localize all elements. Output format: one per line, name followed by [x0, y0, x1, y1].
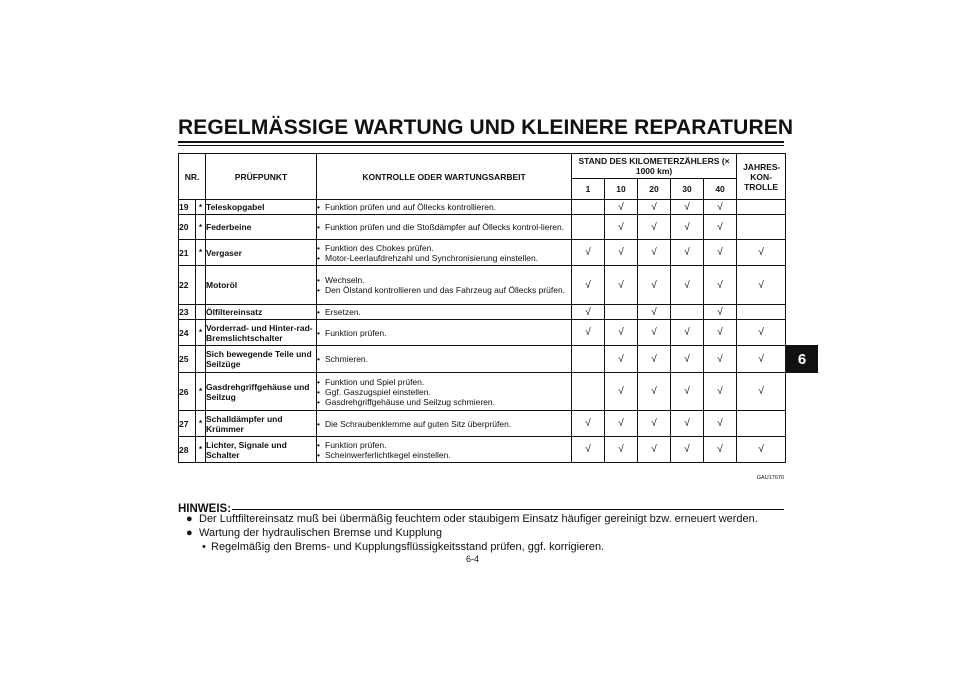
check-mark-km-1: √: [572, 411, 605, 437]
check-mark-annual: √: [737, 266, 786, 305]
check-mark-km-10: √: [605, 346, 638, 373]
check-item: Federbeine: [206, 215, 317, 240]
work-step: • Funktion prüfen.: [317, 440, 571, 450]
work-step: • Funktion prüfen und die Stoßdämpfer auf Öllecks kontrol-lieren.: [317, 222, 571, 232]
check-mark-km-20: √: [638, 200, 671, 215]
check-mark-km-20: √: [638, 411, 671, 437]
check-mark-km-30: √: [671, 200, 704, 215]
check-mark-km-40: √: [704, 305, 737, 320]
row-number: 27: [179, 411, 196, 437]
header-item: PRÜFPUNKT: [206, 154, 317, 200]
work-step: • Scheinwerferlichtkegel einstellen.: [317, 450, 571, 460]
check-mark-km-20: √: [638, 437, 671, 463]
header-annual: JAHRES-KON-TROLLE: [737, 154, 786, 200]
dealer-service-mark: *: [196, 200, 206, 215]
check-mark-annual: [737, 305, 786, 320]
table-row: [179, 200, 786, 215]
check-mark-km-20: √: [638, 320, 671, 346]
row-number: 25: [179, 346, 196, 373]
maintenance-work: [317, 373, 572, 411]
table-row: [179, 346, 786, 373]
header-km-20: 20: [638, 179, 671, 200]
maintenance-work: [317, 346, 572, 373]
header-km-40: 40: [704, 179, 737, 200]
check-mark-km-1: [572, 200, 605, 215]
check-mark-annual: [737, 215, 786, 240]
bullet-icon: ●: [186, 513, 193, 525]
header-nr: NR.: [179, 154, 206, 200]
dealer-service-mark: *: [196, 215, 206, 240]
check-mark-km-10: √: [605, 240, 638, 266]
table-row: [179, 320, 786, 346]
work-step: • Wechseln.: [317, 275, 571, 285]
check-mark-km-20: √: [638, 346, 671, 373]
table-row: [179, 240, 786, 266]
header-km-30: 30: [671, 179, 704, 200]
check-item: Gasdrehgriffgehäuse und Seilzug: [206, 373, 317, 411]
check-mark-km-30: √: [671, 240, 704, 266]
maintenance-work: [317, 200, 572, 215]
check-mark-km-30: √: [671, 411, 704, 437]
check-mark-km-30: √: [671, 346, 704, 373]
row-number: 23: [179, 305, 196, 320]
maintenance-work: [317, 437, 572, 463]
maintenance-work: [317, 240, 572, 266]
header-odometer: STAND DES KILOMETERZÄHLERS (× 1000 km): [572, 154, 737, 179]
work-step: • Den Ölstand kontrollieren und das Fahrzeug auf Öllecks prüfen.: [317, 285, 571, 295]
dealer-service-mark: *: [196, 373, 206, 411]
table-row: [179, 215, 786, 240]
check-mark-km-30: √: [671, 320, 704, 346]
row-number: 28: [179, 437, 196, 463]
check-mark-annual: [737, 200, 786, 215]
page-number: 6-4: [466, 554, 480, 564]
check-item: Motoröl: [206, 266, 317, 305]
check-mark-km-30: √: [671, 373, 704, 411]
dealer-service-mark: *: [196, 320, 206, 346]
dealer-service-mark: [196, 346, 206, 373]
header-km-1: 1: [572, 179, 605, 200]
check-mark-km-30: √: [671, 437, 704, 463]
check-mark-km-20: √: [638, 373, 671, 411]
check-mark-annual: √: [737, 320, 786, 346]
dealer-service-mark: *: [196, 240, 206, 266]
title-rule-thick: [178, 141, 784, 143]
table-row: [179, 437, 786, 463]
work-step: • Funktion prüfen und auf Öllecks kontrollieren.: [317, 202, 571, 212]
check-item: Ölfiltereinsatz: [206, 305, 317, 320]
maintenance-work: [317, 305, 572, 320]
check-item: Vergaser: [206, 240, 317, 266]
work-step: • Funktion des Chokes prüfen.: [317, 243, 571, 253]
work-step: • Funktion prüfen.: [317, 328, 571, 338]
note-item: [186, 513, 758, 525]
maintenance-work: [317, 215, 572, 240]
check-item: Sich bewegende Teile und Seilzüge: [206, 346, 317, 373]
check-item: Vorderrad- und Hinter-rad-Bremslichtschalter: [206, 320, 317, 346]
check-mark-km-30: [671, 305, 704, 320]
work-step: • Ggf. Gaszugspiel einstellen.: [317, 387, 571, 397]
title-rule-thin: [178, 145, 784, 146]
work-step: • Gasdrehgriffgehäuse und Seilzug schmieren.: [317, 397, 571, 407]
table-row: [179, 305, 786, 320]
notes-title: HINWEIS:: [178, 503, 232, 515]
table-row: [179, 411, 786, 437]
check-mark-km-1: √: [572, 240, 605, 266]
work-step: • Motor-Leerlaufdrehzahl und Synchronisierung einstellen.: [317, 253, 571, 263]
check-mark-km-40: √: [704, 411, 737, 437]
header-km-10: 10: [605, 179, 638, 200]
check-mark-km-1: [572, 215, 605, 240]
check-mark-km-40: √: [704, 200, 737, 215]
check-mark-km-20: √: [638, 215, 671, 240]
check-mark-km-10: √: [605, 437, 638, 463]
row-number: 26: [179, 373, 196, 411]
check-mark-km-20: √: [638, 240, 671, 266]
chapter-tab[interactable]: 6: [786, 345, 818, 373]
check-mark-km-40: √: [704, 437, 737, 463]
check-mark-km-40: √: [704, 266, 737, 305]
note-item: [186, 527, 442, 539]
check-mark-km-40: √: [704, 215, 737, 240]
check-mark-annual: √: [737, 373, 786, 411]
work-step: • Schmieren.: [317, 354, 571, 364]
check-mark-km-40: √: [704, 240, 737, 266]
table-row: [179, 266, 786, 305]
row-number: 21: [179, 240, 196, 266]
note-subitem: [202, 541, 604, 553]
row-number: 20: [179, 215, 196, 240]
check-mark-km-1: √: [572, 437, 605, 463]
work-step: • Ersetzen.: [317, 307, 571, 317]
maintenance-table: [178, 153, 786, 463]
check-mark-km-20: √: [638, 305, 671, 320]
check-item: Teleskopgabel: [206, 200, 317, 215]
check-mark-annual: √: [737, 346, 786, 373]
check-mark-km-10: √: [605, 200, 638, 215]
check-mark-km-10: √: [605, 411, 638, 437]
check-mark-km-10: √: [605, 266, 638, 305]
check-mark-km-40: √: [704, 320, 737, 346]
dealer-service-mark: *: [196, 411, 206, 437]
page-title: REGELMÄSSIGE WARTUNG UND KLEINERE REPARATUREN: [178, 116, 794, 139]
check-mark-km-10: √: [605, 373, 638, 411]
check-mark-annual: √: [737, 240, 786, 266]
maintenance-work: [317, 320, 572, 346]
note-text: Der Luftfiltereinsatz muß bei übermäßig feuchtem oder staubigem Einsatz häufiger gereinigt bzw. erneuert werden.: [199, 513, 758, 525]
maintenance-work: [317, 266, 572, 305]
work-step: • Funktion und Spiel prüfen.: [317, 377, 571, 387]
check-mark-km-1: √: [572, 305, 605, 320]
check-mark-km-10: √: [605, 320, 638, 346]
work-step: • Die Schraubenklemme auf guten Sitz überprüfen.: [317, 419, 571, 429]
check-mark-km-10: [605, 305, 638, 320]
check-mark-km-30: √: [671, 215, 704, 240]
dealer-service-mark: *: [196, 437, 206, 463]
check-mark-km-20: √: [638, 266, 671, 305]
maintenance-work: [317, 411, 572, 437]
check-mark-km-30: √: [671, 266, 704, 305]
table-row: [179, 373, 786, 411]
check-mark-annual: √: [737, 437, 786, 463]
check-mark-km-1: [572, 373, 605, 411]
header-work: KONTROLLE ODER WARTUNGSARBEIT: [317, 154, 572, 200]
check-mark-km-40: √: [704, 346, 737, 373]
note-text: Wartung der hydraulischen Bremse und Kupplung: [199, 527, 442, 539]
check-mark-km-1: √: [572, 266, 605, 305]
check-item: Lichter, Signale und Schalter: [206, 437, 317, 463]
row-number: 22: [179, 266, 196, 305]
check-mark-km-1: [572, 346, 605, 373]
check-mark-km-1: √: [572, 320, 605, 346]
dealer-service-mark: [196, 305, 206, 320]
check-mark-annual: [737, 411, 786, 437]
check-item: Schalldämpfer und Krümmer: [206, 411, 317, 437]
notes-rule: [232, 509, 784, 510]
row-number: 19: [179, 200, 196, 215]
dealer-service-mark: [196, 266, 206, 305]
check-mark-km-40: √: [704, 373, 737, 411]
note-text: Regelmäßig den Brems- und Kupplungsflüssigkeitsstand prüfen, ggf. korrigieren.: [211, 541, 605, 553]
bullet-icon: ●: [186, 527, 193, 539]
row-number: 24: [179, 320, 196, 346]
check-mark-km-10: √: [605, 215, 638, 240]
bullet-icon: •: [202, 541, 206, 553]
document-code: GAU17670: [756, 475, 784, 481]
